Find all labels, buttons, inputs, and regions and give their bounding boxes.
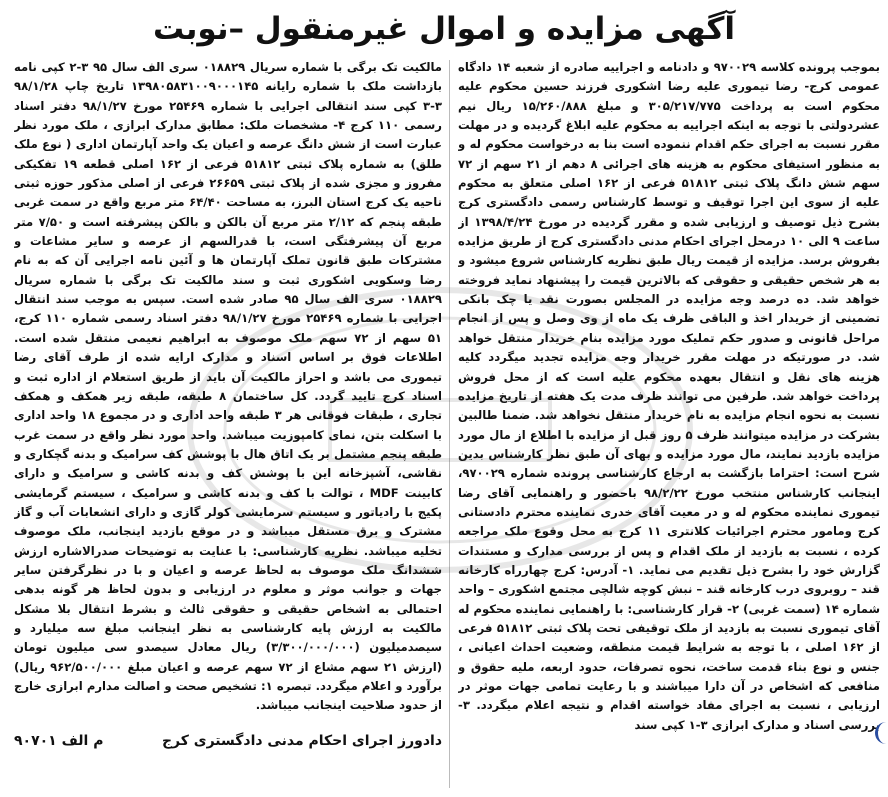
column-divider (449, 60, 450, 788)
notice-body-left-column: مالکیت تک برگی با شماره سریال ۰۱۸۸۲۹ سری الف سال ۹۵ ۳-۲ کپی نامه بازداشت ملک با شماره رایانه ۱۳۹۸۰۵۸۳۱۰۰۹۰۰۰۱۴۵ تاریخ چاپ ۹۸/۱/۲۸ ۳-۳ کپی سند انتقالی اجرایی با شماره ۲۵۴۶۹ مورخ ۹۸/۱/۲۷ دفتر اسناد رسمی ۱۱۰ کرج ۴- مشخصات ملک: مطابق مدارک ابرازی ، ملک مورد نظر عبارت است از شش دانگ عرصه و اعیان یک واحد آپارتمان اداری ( نوع ملک طلق) به شماره پلاک ثبتی ۵۱۸۱۲ فرعی از ۱۶۲ اصلی قطعه ۱۹ تفکیکی مفروز و مجزی شده از پلاک ثبتی ۲۶۶۵۹ فرعی از اصلی مذکور حوزه ثبتی ناحیه یک کرج استان البرز، به مساحت ۶۴/۴۰ متر مربع واقع در سمت غربی طبقه پنجم که ۲/۱۲ متر مربع آن بالکن و بالکن پیشرفته است و ۷/۵۰ متر مربع آن پیشرفتگی است، با قدرالسهم از عرصه و سایر مشاعات و مشترکات طبق قانون تملک آپارتمان ها و آئین نامه اجرایی آن که به نام رضا وسکویی اشکوری ثبت و سند مالکیت تک برگی با شماره سریال ۰۱۸۸۲۹ سری الف سال ۹۵ صادر شده است. سپس به موجب سند انتقال اجرایی با شماره ۲۵۴۶۹ مورخ ۹۸/۱/۲۷ دفتر اسناد رسمی شماره ۱۱۰ کرج، ۵۱ سهم از ۷۲ سهم ملک موصوف به ابراهیم نعیمی منتقل شده است. اطلاعات فوق بر اساس اسناد و مدارک ارایه شده از طرف آقای رضا تیموری می باشد و احراز مالکیت آن باید از طریق استعلام از اداره ثبت و اسناد کرج تایید گردد. کل ساختمان ۸ طبقه، طبقه زیر همکف و همکف تجاری ، طبقات فوقانی هر ۳ طبقه واحد اداری و در مجموع ۱۸ واحد اداری با اسکلت بتن، نمای کامپوزیت میباشد. واحد مورد نظر واقع در سمت غرب طبقه پنجم مشتمل بر یک اتاق هال با پوشش کف سرامیک و بدنه گچکاری و نقاشی، آشپزخانه این با پوشش کف و بدنه کاشی و سرامیک و دارای کابینت MDF ، توالت با کف و بدنه کاشی و سرامیک ، سیستم گرمایشی پکیج با رادیاتور و سیستم سرمایشی کولر گازی و دارای انشعابات آب و گاز مشترک و برق مستقل میباشد و در موقع بازدید اینجانب، ملک موصوف تخلیه میباشد. نظریه کارشناسی: با عنایت به توضیحات صدرالاشاره ارزش ششدانگ ملک موصوف به لحاظ عرصه و اعیان و با در نظرگرفتن سایر جهات و جوانب موثر و معلوم در ارزیابی و بدون لحاظ هر گونه بدهی احتمالی به اشخاص حقیقی و حقوقی ثالث و بشرط انتقال بلا مشکل مالکیت به ارزش پایه کارشناسی به نظر اینجانب مبلغ سه میلیارد و سیصدمیلیون (۳/۳۰۰/۰۰۰/۰۰۰) ریال معادل سیصدو سی میلیون تومان (ارزش ۲۱ سهم مشاع از ۷۲ سهم عرصه و اعیان مبلغ ۹۶۲/۵۰۰/۰۰۰ ریال) برآورد و اعلام میگردد. تبصره ۱: تشخیص صحت و اصالت مدارم ابرازی خارج از حدود صلاحیت اینجانب میباشد. (14, 60, 442, 713)
notice-body-right-column: بموجب پرونده کلاسه ۹۷۰۰۲۹ و دادنامه و اجراییه صادره از شعبه ۱۴ دادگاه عمومی کرج- رضا تیموری علیه رضا اشکوری فرزند حسین محکوم علیه محکوم است به پرداخت ۳۰۵/۲۱۷/۷۷۵ و مبلغ ۱۵/۲۶۰/۸۸۸ ریال نیم عشردولتی با توجه به اینکه اجراییه به محکوم علیه ابلاغ گردیده و در مهلت مقرر نسبت به اجرای حکم اقدام ننموده است بنا به درخواست محکوم له و به منظور استیفای محکوم به هزینه های اجرائی ۸ دهم از ۲۱ سهم از ۷۲ سهم شش دانگ پلاک ثبتی ۵۱۸۱۲ فرعی از ۱۶۲ اصلی متعلق به محکوم علیه از سوی این اجرا توقیف و توسط کارشناس رسمی دادگستری کرج بشرح ذیل توصیف و ارزیابی شده و مقرر گردیده در مورخ ۱۳۹۸/۴/۲۴ از ساعت ۹ الی ۱۰ درمحل اجرای احکام مدنی دادگستری کرج از طریق مزایده بفروش برسد. مزایده از قیمت ریال طبق نظریه کارشناس شروع میشود و به هر شخص حقیقی و حقوقی که بالاترین قیمت را پیشنهاد نماید فروخته خواهد شد. ده درصد وجه مزایده در المجلس بصورت نقد یا چک بانکی تضمینی از خریدار اخذ و الباقی ظرف یک ماه از وی وصل و پس از انجام مراحل قانونی و صدور حکم تملیک مورد مزایده بنام خریدار منتقل خواهد شد. در صورتیکه در مهلت مقرر خریدار وجه مزایده تجدید میگردد کلیه هزینه های نقل و انتقال بعهده محکوم علیه است که از محل فروش پرداخت خواهد شد. طرفین می توانند ظرف مدت یک هفته از تاریخ مزایده نسبت به نحوه انجام مزایده به نام خریدار منتقل نخواهد شد. ضمنا طالبین بشرکت در مزایده میتوانند ظرف ۵ روز قبل از مزایده با اطلاع از مال مورد مزایده بازدید نمایند، مال مورد مزایده و بهای آن طبق نظر کارشناس بدین شرح است: احتراما بازگشت به ارجاع کارشناسی پرونده شماره ۹۷۰۰۲۹، اینجانب کارشناس منتخب مورخ ۹۸/۲/۲۲ باحضور و راهنمایی آقای رضا تیموری نماینده محکوم له و در معیت آقای خدری نماینده محترم دادستانی کرج ومامور محترم اجرائیات کلانتری ۱۱ کرج به محل وقوع ملک مراجعه کرده ، نسبت به بازدید از ملک اقدام و پس از بررسی مدارک و مستندات گزارش خود را بشرح ذیل تقدیم می نماید. ۱- آدرس: کرج چهارراه کارخانه قند – روبروی درب کارخانه قند – نبش کوچه شالچی مجتمع اشکوری – واحد شماره ۱۴ (سمت غربی) ۲- قرار کارشناسی: با راهنمایی نماینده محکوم له آقای تیموری نسبت به بازدید از ملک توقیفی تحت پلاک ثبتی ۵۱۸۱۲ فرعی از ۱۶۲ اصلی ، با توجه به شرایط قیمت منطقه، وضعیت احداث اعیانی ، جنس و نوع بناء قدمت ساخت، نحوه تصرفات، حدود اربعه، ملیه حقوق و منافعی که اشخاص در آن دارا میباشند و با رعایت تمامی جهات موثر در ارزیابی ، نسبت به اجرای مفاد خواسته اقدام و نتیجه اعلام میگردد. ۳- بررسی اسناد و مدارک ابرازی ۳-۱ کپی سند (458, 60, 880, 732)
notice-footer (14, 727, 442, 755)
notice-code: م الف ۹۰۷۰۱ (14, 733, 104, 749)
notice-title: آگهی مزایده و اموال غیرمنقول –نوبت (152, 11, 736, 47)
issuer-signature: دادورز اجرای احکام مدنی دادگستری کرج (161, 733, 442, 749)
